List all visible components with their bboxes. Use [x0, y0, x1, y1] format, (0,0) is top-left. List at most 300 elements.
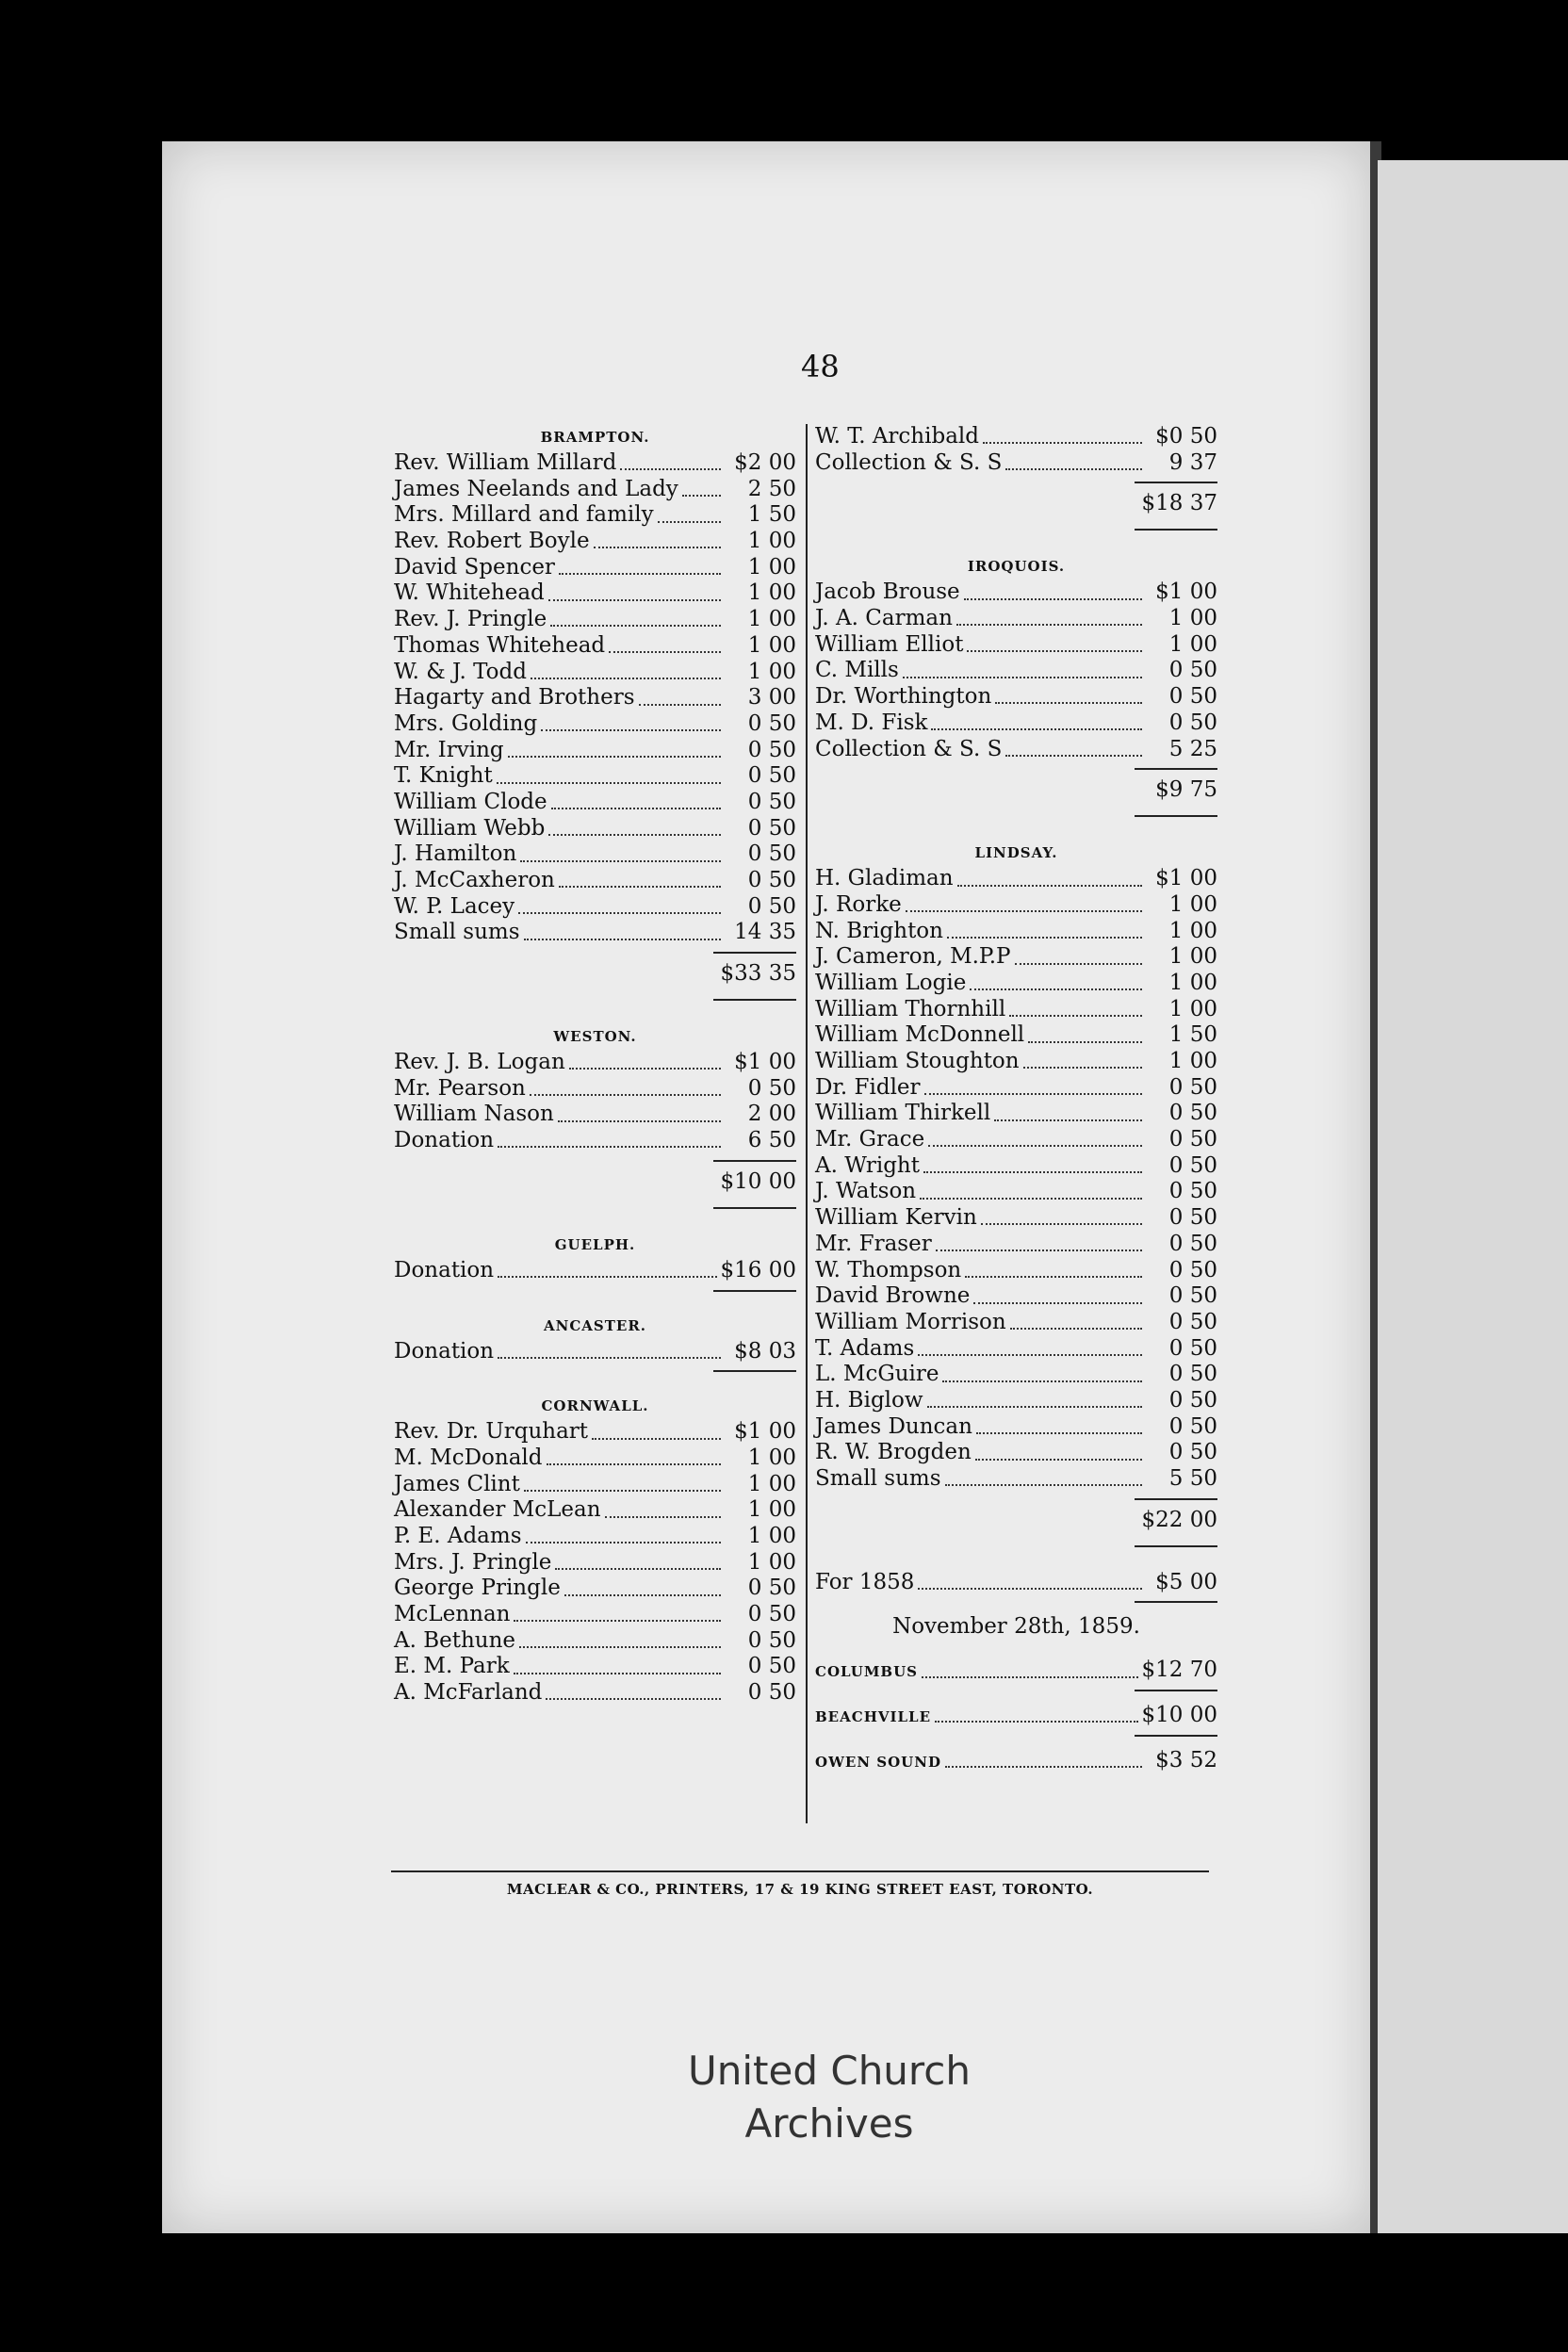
contributor-name: P. E. Adams [394, 1523, 522, 1548]
ledger-row [394, 1524, 796, 1550]
contribution-amount: 0 50 [1168, 1074, 1217, 1100]
contribution-amount: $1 00 [1155, 580, 1217, 605]
leader-dots [942, 1380, 1142, 1382]
contribution-amount: 1 00 [1168, 918, 1217, 943]
ledger-row [394, 1102, 796, 1128]
ledger-row [815, 632, 1217, 659]
contributor-name: Small sums [815, 1466, 941, 1491]
ledger-row [394, 685, 796, 711]
ledger-row [815, 1258, 1217, 1284]
total-rule [1135, 482, 1217, 483]
total-rule [1135, 1690, 1217, 1691]
section-heading: GUELPH. [554, 1235, 636, 1253]
total-amount: $9 75 [1155, 777, 1217, 803]
ledger-row [815, 737, 1217, 763]
leader-dots [965, 1275, 1142, 1278]
contributor-name: Mr. Pearson [394, 1075, 526, 1101]
ledger-row [394, 738, 796, 764]
ledger-row [815, 1310, 1217, 1336]
contribution-amount: 0 50 [747, 737, 796, 762]
contribution-amount: 0 50 [1168, 1283, 1217, 1309]
leader-dots [546, 1697, 721, 1700]
leader-dots [976, 1431, 1142, 1434]
leader-dots [1015, 962, 1142, 965]
contributor-name: William Morrison [815, 1309, 1006, 1334]
contributor-name: Donation [394, 1338, 495, 1364]
contributor-name: A. Bethune [394, 1627, 516, 1653]
leader-dots [1009, 1014, 1142, 1017]
ledger-row [394, 1628, 796, 1655]
ledger-row [815, 580, 1217, 606]
contributor-name: W. T. Archibald [815, 424, 979, 449]
contributor-name: Small sums [394, 920, 520, 945]
contributor-name: COLUMBUS [815, 1663, 919, 1681]
leader-dots [559, 572, 721, 575]
ledger-row [815, 710, 1217, 737]
archive-stamp [678, 2045, 980, 2150]
contributor-name: David Browne [815, 1283, 971, 1309]
ledger-row [394, 1680, 796, 1707]
section-heading: IROQUOIS. [967, 558, 1066, 576]
ledger-row [394, 816, 796, 842]
contribution-amount: $1 00 [1155, 866, 1217, 891]
leader-dots [906, 909, 1142, 912]
contribution-amount: 0 50 [1168, 1413, 1217, 1439]
ledger-row [394, 580, 796, 607]
leader-dots [658, 520, 721, 523]
contribution-amount: 0 50 [747, 1602, 796, 1626]
ledger-row [394, 763, 796, 790]
contribution-amount: 1 00 [747, 1471, 796, 1496]
leader-dots [936, 1249, 1142, 1251]
leader-dots [970, 988, 1142, 990]
contribution-amount: 1 00 [747, 529, 796, 554]
contributor-name: W. Thompson [815, 1257, 962, 1282]
ledger-row [394, 841, 796, 868]
contributor-name: M. McDonald [394, 1445, 543, 1470]
contribution-amount: 2 00 [747, 1102, 796, 1127]
leader-dots [957, 884, 1142, 887]
contribution-amount: 1 00 [1168, 1049, 1217, 1073]
ledger-row [394, 1050, 796, 1076]
leader-dots [918, 1587, 1142, 1590]
contributor-name: William Clode [394, 789, 547, 814]
contributor-name: A. McFarland [394, 1680, 543, 1706]
leader-dots [928, 1144, 1142, 1147]
leader-dots [1005, 754, 1142, 757]
contributor-name: W. Whitehead [394, 580, 545, 606]
contribution-amount: 1 50 [1168, 1022, 1217, 1048]
contribution-amount: $1 00 [734, 1419, 796, 1445]
leader-dots [520, 859, 721, 862]
leader-dots [519, 1645, 721, 1648]
right-column [815, 424, 1217, 1773]
ledger-row [815, 424, 1217, 450]
contributor-name: Mrs. Millard and family [394, 502, 654, 528]
contribution-amount: 1 00 [747, 580, 796, 606]
ledger-row [815, 944, 1217, 971]
contributor-name: James Duncan [815, 1413, 972, 1439]
leader-dots [559, 885, 721, 888]
contribution-amount: 0 50 [747, 763, 796, 789]
contributor-name: Dr. Fidler [815, 1074, 921, 1100]
contributor-name: Mr. Grace [815, 1127, 925, 1152]
leader-dots [945, 1483, 1142, 1486]
contribution-amount: 0 50 [747, 815, 796, 841]
leader-dots [514, 1619, 721, 1622]
contributor-name: George Pringle [394, 1576, 561, 1601]
leader-dots [903, 676, 1142, 678]
leader-dots [569, 1067, 721, 1070]
contribution-amount: 1 00 [747, 1523, 796, 1548]
ledger-row [815, 1283, 1217, 1310]
contribution-amount: 1 00 [1168, 631, 1217, 657]
section-total [815, 1493, 1217, 1549]
contribution-amount: 0 50 [1168, 1127, 1217, 1152]
stamp-line-1: United Church [688, 2048, 971, 2094]
leader-dots [530, 1093, 721, 1096]
contribution-amount: 0 50 [1168, 1335, 1217, 1361]
total-rule [1135, 529, 1217, 531]
contribution-amount: 0 50 [747, 1680, 796, 1706]
ledger-row [394, 529, 796, 555]
contributor-name: David Spencer [394, 554, 555, 580]
contributor-name: W. & J. Todd [394, 659, 527, 684]
leader-dots [524, 938, 721, 940]
leader-dots [524, 1489, 721, 1492]
contributor-name: H. Biglow [815, 1387, 923, 1413]
ledger-row [815, 1101, 1217, 1127]
leader-dots [975, 1458, 1142, 1461]
leader-dots [547, 1462, 722, 1465]
total-rule [1135, 815, 1217, 817]
contribution-amount: 0 50 [1168, 1152, 1217, 1178]
leader-dots [541, 728, 721, 731]
contribution-amount: 1 00 [747, 632, 796, 658]
ledger-row [394, 1339, 796, 1365]
leader-dots [514, 1672, 721, 1674]
contribution-amount: 2 50 [747, 476, 796, 501]
contributor-name: William Webb [394, 815, 546, 841]
contributor-name: J. A. Carman [815, 606, 953, 631]
contributor-name: J. McCaxheron [394, 868, 555, 892]
ledger-row [815, 1362, 1217, 1388]
contributor-name: William Logie [815, 970, 967, 995]
contribution-amount: 0 50 [1168, 1257, 1217, 1282]
contribution-amount: 0 50 [1168, 1440, 1217, 1465]
contributor-name: McLennan [394, 1602, 511, 1626]
contribution-amount: 0 50 [747, 893, 796, 919]
contribution-amount: 1 00 [1168, 996, 1217, 1021]
ledger-row [815, 1703, 1217, 1729]
contribution-amount: 0 50 [1168, 1101, 1217, 1126]
ledger-row [815, 997, 1217, 1023]
spacer [815, 1549, 1217, 1570]
leader-dots [498, 1145, 721, 1148]
ledger-row [815, 450, 1217, 477]
section-heading: WESTON. [553, 1028, 637, 1046]
contribution-amount: 0 50 [1168, 1387, 1217, 1413]
ledger-row [394, 1602, 796, 1628]
leader-dots [518, 911, 721, 914]
contribution-amount: $16 00 [720, 1257, 796, 1282]
contribution-amount: 1 00 [1168, 970, 1217, 995]
total-rule [1135, 1498, 1217, 1500]
contribution-amount: 5 50 [1168, 1466, 1217, 1491]
leader-dots [922, 1675, 1138, 1678]
section-heading: BRAMPTON. [540, 429, 650, 446]
spacer [394, 1003, 796, 1023]
contribution-amount: $0 50 [1155, 424, 1217, 449]
leader-dots [935, 1720, 1137, 1723]
ledger-row [815, 1414, 1217, 1441]
contributor-name: Dr. Worthington [815, 684, 992, 710]
ledger-row [394, 1446, 796, 1472]
ledger-row [394, 1472, 796, 1498]
contribution-amount: $3 52 [1155, 1747, 1217, 1772]
leader-dots [983, 441, 1142, 444]
contribution-amount: $12 70 [1141, 1658, 1217, 1683]
ledger-row [394, 1576, 796, 1602]
contributor-name: William McDonnell [815, 1022, 1025, 1048]
contribution-amount: 3 00 [747, 685, 796, 710]
leader-dots [497, 781, 721, 784]
ledger-row [815, 1336, 1217, 1363]
contributor-name: A. Wright [815, 1152, 920, 1178]
contributor-name: M. D. Fisk [815, 710, 928, 735]
ledger-row [394, 1497, 796, 1524]
ledger-row [394, 502, 796, 529]
leader-dots [592, 1437, 721, 1440]
leader-dots [620, 467, 721, 470]
ledger-row [394, 868, 796, 894]
leader-dots [526, 1541, 721, 1544]
total-amount: $18 37 [1141, 491, 1217, 516]
leader-dots [973, 1301, 1142, 1304]
ledger-row [394, 1258, 796, 1284]
contribution-amount: 1 00 [1168, 944, 1217, 970]
contributor-name: OWEN SOUND [815, 1753, 941, 1771]
contributor-name: J. Hamilton [394, 841, 517, 867]
leader-dots [548, 598, 721, 601]
leader-dots [923, 1170, 1142, 1173]
ledger-row [394, 660, 796, 686]
ledger-row [815, 658, 1217, 684]
contribution-amount: 14 35 [734, 920, 796, 945]
contribution-amount: 0 50 [747, 1627, 796, 1653]
facing-page-edge [1378, 160, 1568, 2233]
stamp-line-2: Archives [744, 2100, 914, 2147]
contributor-name: Thomas Whitehead [394, 632, 606, 658]
contribution-amount: 1 00 [747, 607, 796, 632]
contributor-name: N. Brighton [815, 918, 943, 943]
contributor-name: Hagarty and Brothers [394, 685, 635, 710]
leader-dots [1010, 1327, 1142, 1330]
contribution-amount: 1 00 [747, 554, 796, 580]
ledger-row [394, 920, 796, 946]
contributor-name: C. Mills [815, 658, 899, 683]
leader-dots [947, 936, 1142, 939]
contributor-name: Mrs. J. Pringle [394, 1549, 552, 1575]
section-heading: LINDSAY. [974, 844, 1058, 862]
total-rule [713, 1160, 796, 1162]
ledger-row [815, 1232, 1217, 1258]
column-divider [806, 424, 808, 1823]
ledger-row [815, 1466, 1217, 1493]
contribution-amount: 9 37 [1168, 449, 1217, 475]
footer-rule [391, 1870, 1209, 1872]
ledger-row [815, 1127, 1217, 1153]
contribution-amount: 0 50 [1168, 1179, 1217, 1204]
spacer [394, 1292, 796, 1313]
leader-dots [508, 755, 721, 758]
ledger-row [815, 684, 1217, 710]
ledger-row [394, 607, 796, 633]
contributor-name: BEACHVILLE [815, 1708, 932, 1726]
contributor-name: Jacob Brouse [815, 580, 960, 605]
contribution-amount: 0 50 [1168, 1309, 1217, 1334]
ledger-row [815, 1440, 1217, 1466]
ledger-row [394, 1076, 796, 1102]
contribution-amount: $5 00 [1155, 1569, 1217, 1594]
leader-dots [555, 1567, 721, 1570]
leader-dots [967, 649, 1142, 652]
leader-dots [594, 546, 721, 548]
date-line: November 28th, 1859. [892, 1614, 1140, 1640]
contribution-amount: 5 25 [1168, 736, 1217, 761]
ledger-row [394, 633, 796, 660]
leader-dots [918, 1353, 1142, 1356]
leader-dots [682, 494, 721, 497]
leader-dots [609, 650, 721, 653]
leader-dots [920, 1197, 1142, 1200]
section-heading: CORNWALL. [541, 1397, 649, 1415]
contributor-name: Rev. Dr. Urquhart [394, 1419, 589, 1445]
total-rule [713, 999, 796, 1001]
contributor-name: Mr. Irving [394, 737, 504, 762]
contributor-name: William Elliot [815, 631, 964, 657]
contribution-amount: $8 03 [734, 1338, 796, 1364]
contributor-name: William Stoughton [815, 1049, 1020, 1073]
ledger-row [815, 1570, 1217, 1596]
ledger-row [394, 450, 796, 477]
contributor-name: Alexander McLean [394, 1497, 601, 1523]
leader-dots [1005, 467, 1142, 470]
contributor-name: Collection & S. S [815, 736, 1003, 761]
ledger-row [394, 555, 796, 581]
total-rule [713, 952, 796, 954]
contribution-amount: 0 50 [747, 841, 796, 867]
leader-dots [605, 1515, 721, 1518]
ledger-row [815, 866, 1217, 892]
page-number: 48 [801, 349, 840, 384]
printer-imprint: MACLEAR & CO., PRINTERS, 17 & 19 KING STREET EAST, TORONTO. [506, 1881, 1094, 1898]
ledger-row [394, 790, 796, 816]
ledger-row [815, 892, 1217, 919]
leader-dots [531, 677, 721, 679]
leader-dots [1028, 1040, 1142, 1043]
contributor-name: Rev. J. Pringle [394, 607, 547, 632]
contribution-amount: 1 00 [747, 1445, 796, 1470]
contribution-amount: 1 50 [747, 502, 796, 528]
ledger-row [815, 1022, 1217, 1049]
leader-dots [994, 1119, 1142, 1121]
contributor-name: James Clint [394, 1471, 520, 1496]
contribution-amount: 0 50 [1168, 1362, 1217, 1387]
section-total [815, 476, 1217, 532]
ledger-row [815, 1748, 1217, 1774]
contributor-name: J. Rorke [815, 891, 902, 917]
contribution-amount: 0 50 [1168, 1205, 1217, 1231]
contribution-amount: 6 50 [747, 1128, 796, 1153]
contributor-name: T. Knight [394, 763, 493, 789]
section-heading: ANCASTER. [543, 1316, 647, 1334]
total-amount: $10 00 [720, 1168, 796, 1194]
contribution-amount: 0 50 [1168, 710, 1217, 735]
contribution-amount: $10 00 [1141, 1703, 1217, 1728]
leader-dots [931, 727, 1142, 730]
contribution-amount: 0 50 [747, 1075, 796, 1101]
section-total [394, 1154, 796, 1211]
contributor-name: James Neelands and Lady [394, 476, 678, 501]
total-rule [1135, 768, 1217, 770]
contributor-name: For 1858 [815, 1569, 915, 1594]
contributor-name: Rev. J. B. Logan [394, 1050, 565, 1075]
total-rule [1135, 1735, 1217, 1737]
ledger-row [815, 1205, 1217, 1232]
ledger-row [815, 971, 1217, 997]
ledger-row [815, 1388, 1217, 1414]
ledger-row [394, 477, 796, 503]
contribution-amount: 1 00 [1168, 891, 1217, 917]
leader-dots [964, 597, 1142, 600]
contributor-name: J. Cameron, M.P.P [815, 944, 1011, 970]
contribution-amount: 0 50 [747, 1654, 796, 1679]
leader-dots [639, 703, 721, 706]
contribution-amount: 1 00 [747, 659, 796, 684]
leader-dots [550, 624, 721, 627]
contributor-name: Rev. Robert Boyle [394, 529, 590, 554]
leader-dots [995, 701, 1142, 704]
spacer [394, 1372, 796, 1393]
contributor-name: W. P. Lacey [394, 893, 515, 919]
leader-dots [498, 1356, 721, 1359]
ledger-row [394, 1128, 796, 1154]
contributor-name: Donation [394, 1257, 495, 1282]
leader-dots [924, 1092, 1142, 1095]
leader-dots [551, 807, 721, 809]
contribution-amount: $1 00 [734, 1050, 796, 1075]
leader-dots [498, 1275, 716, 1278]
leader-dots [558, 1119, 721, 1122]
ledger-row [815, 1658, 1217, 1684]
contributor-name: L. McGuire [815, 1362, 939, 1387]
contributor-name: R. W. Brogden [815, 1440, 972, 1465]
contributor-name: J. Watson [815, 1179, 917, 1204]
section-total [394, 946, 796, 1003]
ledger-row [815, 1049, 1217, 1075]
contribution-amount: 1 00 [1168, 606, 1217, 631]
total-rule [713, 1207, 796, 1209]
ledger-row [394, 1550, 796, 1576]
contribution-amount: 0 50 [1168, 658, 1217, 683]
contribution-amount: 1 00 [747, 1497, 796, 1523]
leader-dots [927, 1405, 1142, 1408]
ledger-row [394, 711, 796, 738]
contribution-amount: 0 50 [1168, 684, 1217, 710]
ledger-row [394, 1419, 796, 1446]
contributor-name: Mrs. Golding [394, 710, 538, 736]
